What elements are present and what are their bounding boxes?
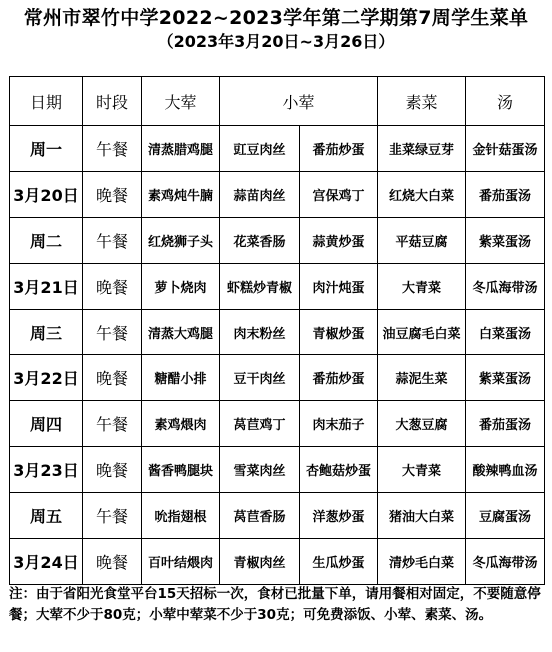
header-date: 日期 [10, 77, 83, 126]
main-meat-cell: 吮指翅根 [142, 493, 220, 539]
meal-cell: 午餐 [83, 217, 142, 263]
side-meat-2-cell: 肉末茄子 [300, 401, 378, 447]
side-meat-1-cell: 蒜苗肉丝 [220, 171, 300, 217]
vegetable-cell: 大青菜 [378, 447, 466, 493]
main-meat-cell: 清蒸腊鸡腿 [142, 126, 220, 172]
main-meat-cell: 百叶结煨肉 [142, 539, 220, 585]
soup-cell: 酸辣鸭血汤 [466, 447, 545, 493]
header-meal: 时段 [83, 77, 142, 126]
date-cell: 3月22日 [10, 355, 83, 401]
date-cell: 周一 [10, 126, 83, 172]
soup-cell: 紫菜蛋汤 [466, 355, 545, 401]
side-meat-2-cell: 番茄炒蛋 [300, 355, 378, 401]
side-meat-1-cell: 雪菜肉丝 [220, 447, 300, 493]
date-cell: 周五 [10, 493, 83, 539]
side-meat-2-cell: 杏鲍菇炒蛋 [300, 447, 378, 493]
side-meat-1-cell: 肉末粉丝 [220, 309, 300, 355]
side-meat-2-cell: 肉汁炖蛋 [300, 263, 378, 309]
soup-cell: 白菜蛋汤 [466, 309, 545, 355]
main-meat-cell: 糖醋小排 [142, 355, 220, 401]
date-cell: 3月21日 [10, 263, 83, 309]
table-row [10, 217, 545, 263]
vegetable-cell: 红烧大白菜 [378, 171, 466, 217]
menu-table [9, 76, 545, 585]
side-meat-1-cell: 豆干肉丝 [220, 355, 300, 401]
vegetable-cell: 平菇豆腐 [378, 217, 466, 263]
table-row [10, 401, 545, 447]
side-meat-1-cell: 莴苣香肠 [220, 493, 300, 539]
table-row [10, 309, 545, 355]
table-row [10, 355, 545, 401]
table-row [10, 447, 545, 493]
date-range-subtitle: （2023年3月20日~3月26日） [157, 32, 395, 51]
date-cell: 3月20日 [10, 171, 83, 217]
menu-note: 注：由于省阳光食堂平台15天招标一次，食材已批量下单，请用餐相对固定，不要随意停餐；大荤不少于80克；小荤中荤菜不少于30克；可免费添饭、小荤、素菜、汤。 [9, 586, 541, 623]
header-row [10, 77, 545, 126]
vegetable-cell: 大青菜 [378, 263, 466, 309]
meal-cell: 晚餐 [83, 447, 142, 493]
soup-cell: 金针菇蛋汤 [466, 126, 545, 172]
header-soup: 汤 [466, 77, 545, 126]
meal-cell: 午餐 [83, 401, 142, 447]
table-row [10, 263, 545, 309]
side-meat-1-cell: 虾糕炒青椒 [220, 263, 300, 309]
side-meat-1-cell: 花菜香肠 [220, 217, 300, 263]
meal-cell: 午餐 [83, 126, 142, 172]
soup-cell: 紫菜蛋汤 [466, 217, 545, 263]
page-title: 常州市翠竹中学2022~2023学年第二学期第7周学生菜单 [23, 7, 529, 29]
vegetable-cell: 韭菜绿豆芽 [378, 126, 466, 172]
meal-cell: 晚餐 [83, 263, 142, 309]
table-row [10, 493, 545, 539]
table-row [10, 126, 545, 172]
side-meat-2-cell: 青椒炒蛋 [300, 309, 378, 355]
side-meat-2-cell: 蒜黄炒蛋 [300, 217, 378, 263]
meal-cell: 晚餐 [83, 355, 142, 401]
meal-cell: 晚餐 [83, 539, 142, 585]
soup-cell: 番茄蛋汤 [466, 401, 545, 447]
soup-cell: 冬瓜海带汤 [466, 539, 545, 585]
header-main-meat: 大荤 [142, 77, 220, 126]
date-cell: 周三 [10, 309, 83, 355]
side-meat-2-cell: 番茄炒蛋 [300, 126, 378, 172]
main-meat-cell: 素鸡煨肉 [142, 401, 220, 447]
main-meat-cell: 红烧狮子头 [142, 217, 220, 263]
date-cell: 周四 [10, 401, 83, 447]
meal-cell: 午餐 [83, 493, 142, 539]
vegetable-cell: 蒜泥生菜 [378, 355, 466, 401]
soup-cell: 番茄蛋汤 [466, 171, 545, 217]
date-cell: 3月23日 [10, 447, 83, 493]
side-meat-1-cell: 莴苣鸡丁 [220, 401, 300, 447]
vegetable-cell: 清炒毛白菜 [378, 539, 466, 585]
side-meat-2-cell: 宫保鸡丁 [300, 171, 378, 217]
main-meat-cell: 清蒸大鸡腿 [142, 309, 220, 355]
header-vegetable: 素菜 [378, 77, 466, 126]
side-meat-2-cell: 生瓜炒蛋 [300, 539, 378, 585]
table-row [10, 171, 545, 217]
date-cell: 周二 [10, 217, 83, 263]
main-meat-cell: 酱香鸭腿块 [142, 447, 220, 493]
side-meat-2-cell: 洋葱炒蛋 [300, 493, 378, 539]
main-meat-cell: 素鸡炖牛腩 [142, 171, 220, 217]
header-side-meat: 小荤 [220, 77, 378, 126]
table-row [10, 539, 545, 585]
soup-cell: 冬瓜海带汤 [466, 263, 545, 309]
date-cell: 3月24日 [10, 539, 83, 585]
meal-cell: 晚餐 [83, 171, 142, 217]
vegetable-cell: 油豆腐毛白菜 [378, 309, 466, 355]
meal-cell: 午餐 [83, 309, 142, 355]
vegetable-cell: 大葱豆腐 [378, 401, 466, 447]
soup-cell: 豆腐蛋汤 [466, 493, 545, 539]
main-meat-cell: 萝卜烧肉 [142, 263, 220, 309]
vegetable-cell: 猪油大白菜 [378, 493, 466, 539]
side-meat-1-cell: 豇豆肉丝 [220, 126, 300, 172]
side-meat-1-cell: 青椒肉丝 [220, 539, 300, 585]
